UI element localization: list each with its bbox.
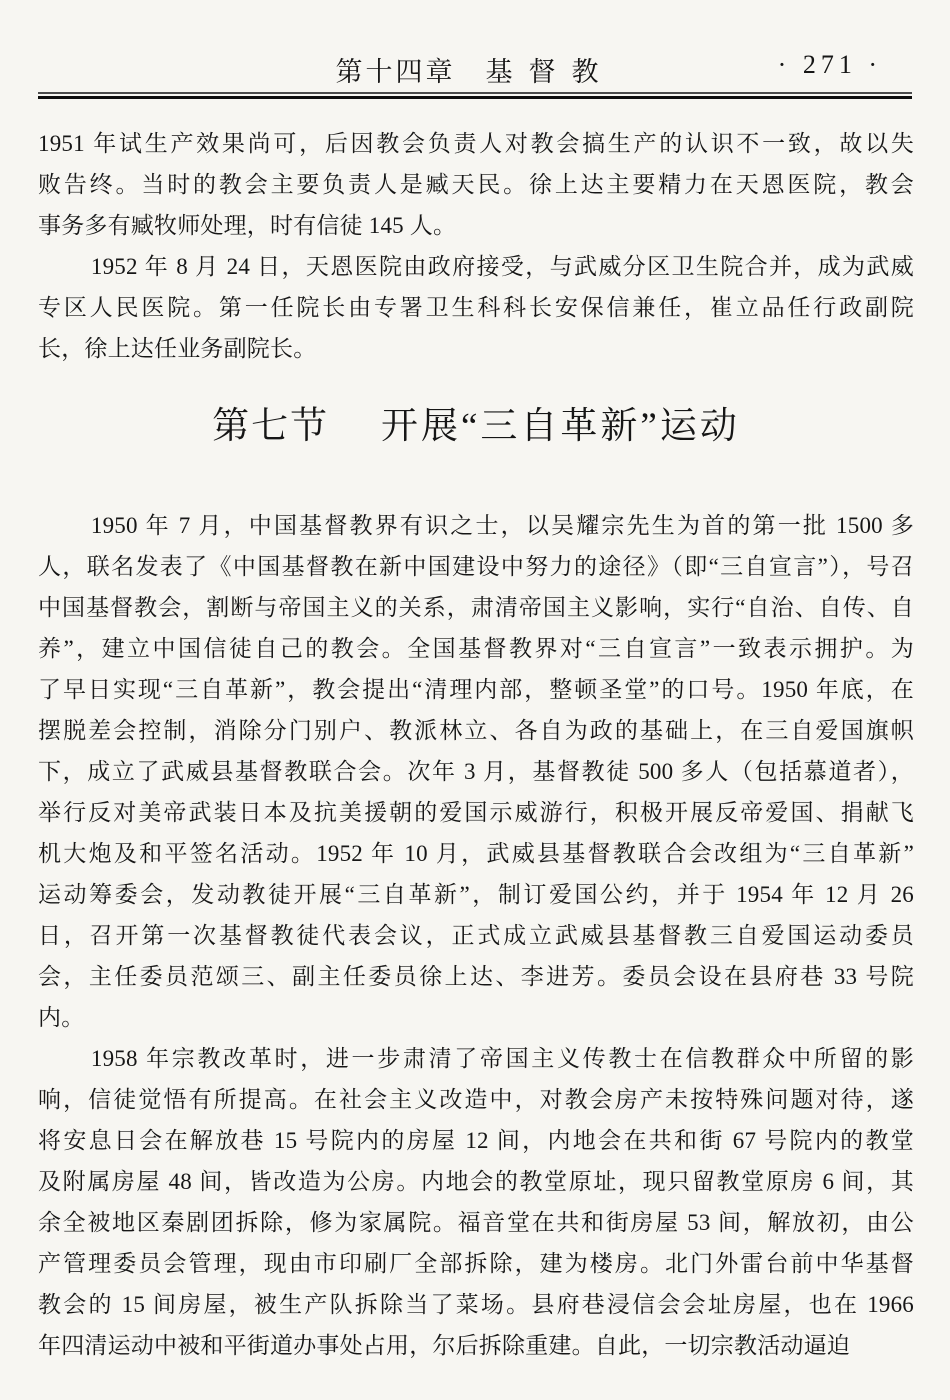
text-line: 专区人民医院。第一任院长由专署卫生科科长安保信兼任，崔立品任行政副院 <box>38 295 914 320</box>
text-line: 1950 年 7 月，中国基督教界有识之士，以吴耀宗先生为首的第一批 1500 多 <box>90 513 914 538</box>
text-line: 下，成立了武威县基督教联合会。次年 3 月，基督教徒 500 多人（包括慕道者）， <box>38 759 914 784</box>
text-line: 人，联名发表了《中国基督教在新中国建设中努力的途径》（即“三自宣言”），号召 <box>38 554 914 579</box>
text-line: 1952 年 8 月 24 日，天恩医院由政府接受，与武威分区卫生院合并，成为武威 <box>90 254 914 279</box>
text-line: 产管理委员会管理，现由市印刷厂全部拆除，建为楼房。北门外雷台前中华基督 <box>38 1251 914 1276</box>
text-line: 教会的 15 间房屋，被生产队拆除当了菜场。县府巷浸信会会址房屋，也在 1966 <box>38 1292 914 1317</box>
text-line: 响，信徒觉悟有所提高。在社会主义改造中，对教会房产未按特殊问题对待，遂 <box>38 1087 914 1112</box>
text-line: 中国基督教会，割断与帝国主义的关系，肃清帝国主义影响，实行“自治、自传、自 <box>38 595 914 620</box>
chapter-label: 第十四章 <box>335 57 456 87</box>
text-line: 运动筹委会，发动教徒开展“三自革新”，制订爱国公约，并于 1954 年 12 月 26 <box>38 882 914 907</box>
text-line: 事务多有臧牧师处理，时有信徒 145 人。 <box>38 213 457 238</box>
paragraph <box>38 123 914 246</box>
page-number: · 271 · <box>777 50 882 79</box>
text-line: 将安息日会在解放巷 15 号院内的房屋 12 间，内地会在共和街 67 号院内的教堂 <box>38 1128 914 1153</box>
header-rule-thin <box>38 92 912 94</box>
paragraph <box>38 1038 914 1366</box>
chapter-title: 基督教 <box>485 57 615 87</box>
text-line: 长，徐上达任业务副院长。 <box>38 336 317 361</box>
text-line: 机大炮及和平签名活动。1952 年 10 月，武威县基督教联合会改组为“三自革新” <box>38 841 914 866</box>
header-rule-thick <box>38 96 912 99</box>
text-line: 1951 年试生产效果尚可，后因教会负责人对教会搞生产的认识不一致，故以失 <box>38 131 914 156</box>
header-rule <box>38 92 912 99</box>
text-line: 内。 <box>38 1005 85 1030</box>
text-line: 举行反对美帝武装日本及抗美援朝的爱国示威游行，积极开展反帝爱国、捐献飞 <box>38 800 914 825</box>
text-line: 1958 年宗教改革时，进一步肃清了帝国主义传教士在信教群众中所留的影 <box>90 1046 914 1071</box>
running-header <box>0 0 950 92</box>
text-line: 年四清运动中被和平街道办事处占用，尔后拆除重建。自此，一切宗教活动逼迫 <box>38 1333 850 1358</box>
paragraph-group-top <box>38 123 914 369</box>
section-heading <box>38 401 914 453</box>
section-title-text: 开展“三自革新”运动 <box>380 406 740 447</box>
text-line: 日，召开第一次基督教徒代表会议，正式成立武威县基督教三自爱国运动委员 <box>38 923 914 948</box>
paragraph <box>38 246 914 369</box>
paragraph <box>38 505 914 1038</box>
text-line: 摆脱差会控制，消除分门别户、教派林立、各自为政的基础上，在三自爱国旗帜 <box>38 718 914 743</box>
page-content <box>38 123 914 1366</box>
text-line: 败告终。当时的教会主要负责人是臧天民。徐上达主要精力在天恩医院，教会 <box>38 172 914 197</box>
section-number: 第七节 <box>212 406 330 447</box>
text-line: 养”，建立中国信徒自己的教会。全国基督教界对“三自宣言”一致表示拥护。为 <box>38 636 914 661</box>
text-line: 余全被地区秦剧团拆除，修为家属院。福音堂在共和街房屋 53 间，解放初，由公 <box>38 1210 914 1235</box>
text-line: 会，主任委员范颂三、副主任委员徐上达、李进芳。委员会设在县府巷 33 号院 <box>38 964 914 989</box>
text-line: 及附属房屋 48 间，皆改造为公房。内地会的教堂原址，现只留教堂原房 6 间，其 <box>38 1169 914 1194</box>
text-line: 了早日实现“三自革新”，教会提出“清理内部，整顿圣堂”的口号。1950 年底，在 <box>38 677 914 702</box>
paragraph-group-bottom <box>38 505 914 1366</box>
